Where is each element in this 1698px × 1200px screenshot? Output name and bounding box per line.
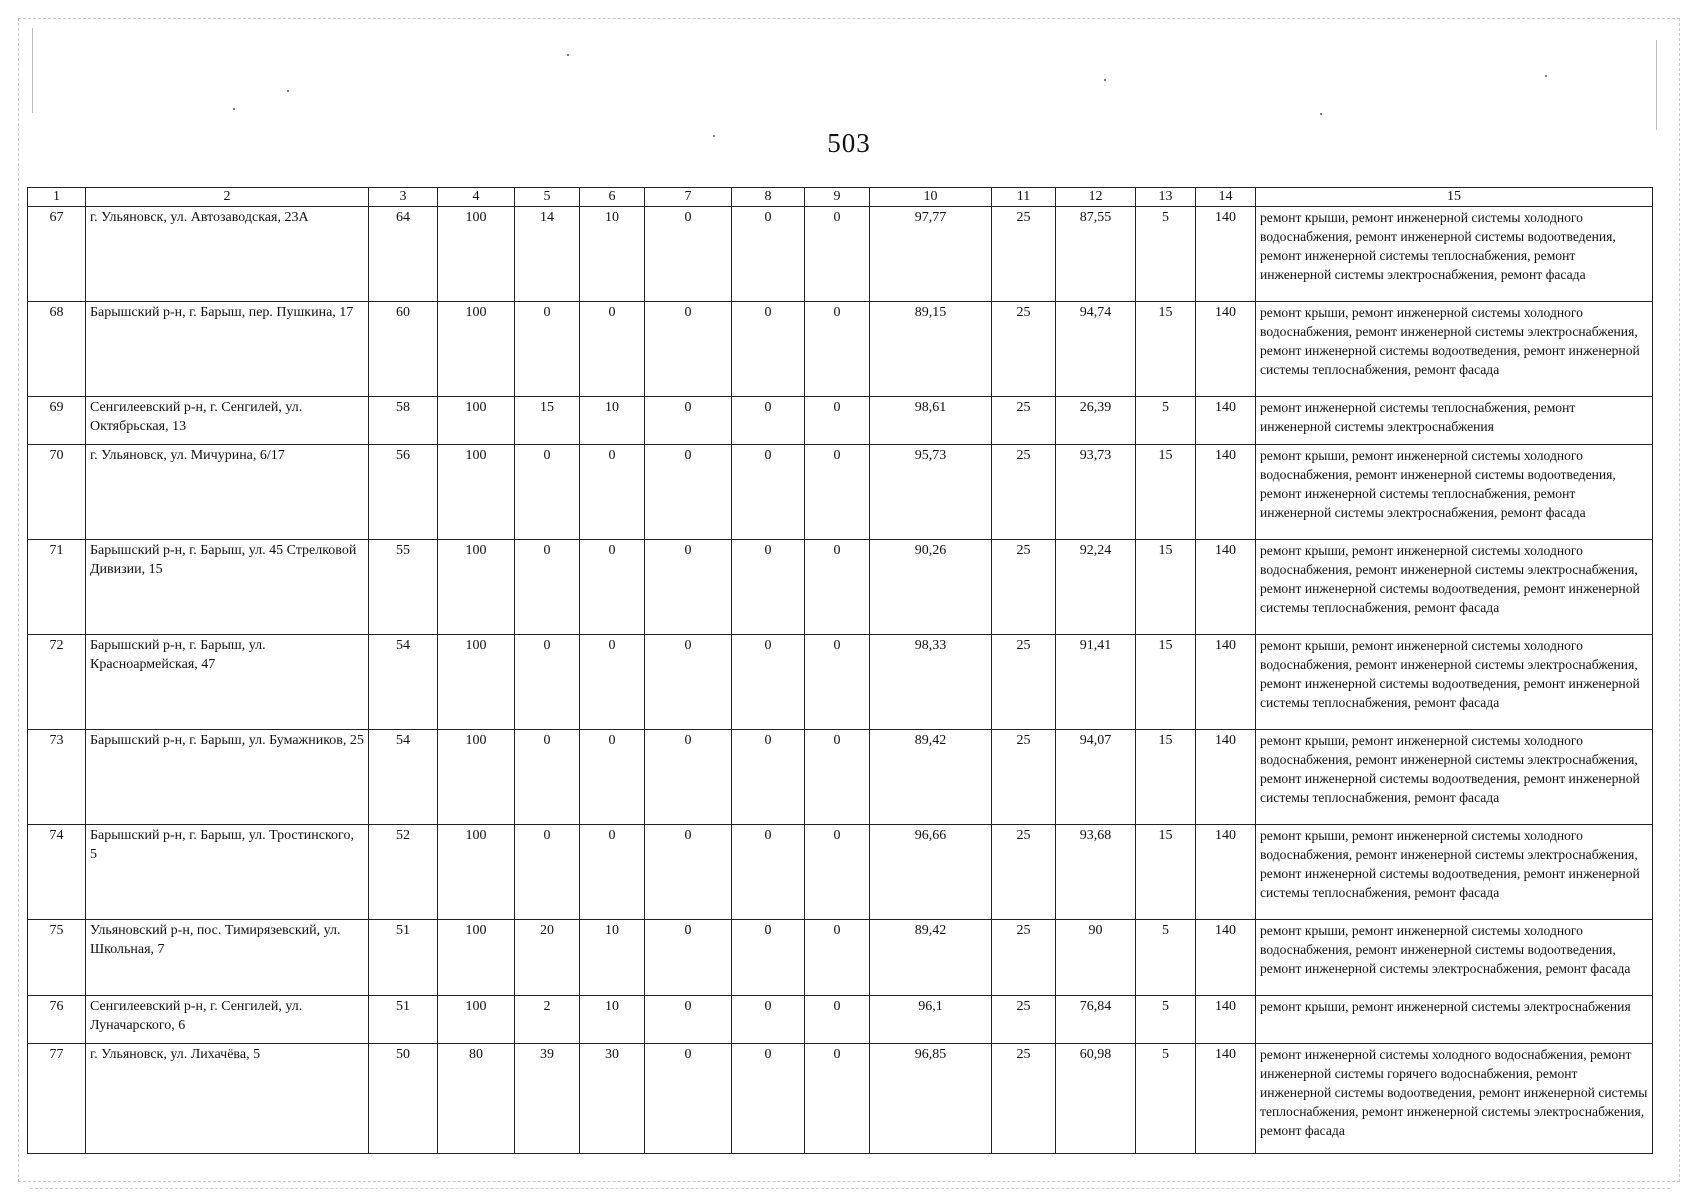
cell-col-13: 15 bbox=[1136, 635, 1196, 730]
cell-col-4: 100 bbox=[438, 207, 515, 302]
cell-col-3: 54 bbox=[369, 730, 438, 825]
cell-col-5: 20 bbox=[515, 920, 580, 996]
cell-col-7: 0 bbox=[645, 302, 732, 397]
cell-col-6: 0 bbox=[580, 635, 645, 730]
scan-speck bbox=[287, 90, 289, 92]
cell-col-13: 15 bbox=[1136, 540, 1196, 635]
cell-col-5: 0 bbox=[515, 635, 580, 730]
column-header: 12 bbox=[1056, 188, 1136, 207]
cell-col-8: 0 bbox=[732, 445, 805, 540]
column-header: 8 bbox=[732, 188, 805, 207]
column-number-row bbox=[28, 188, 1653, 207]
cell-row-number: 74 bbox=[28, 825, 86, 920]
scan-speck bbox=[1320, 113, 1322, 115]
cell-col-10: 97,77 bbox=[870, 207, 992, 302]
cell-col-14: 140 bbox=[1196, 825, 1256, 920]
cell-col-12: 94,07 bbox=[1056, 730, 1136, 825]
cell-work-types: ремонт инженерной системы теплоснабжения, ремонт инженерной системы электроснабжения bbox=[1256, 397, 1653, 445]
cell-col-5: 39 bbox=[515, 1044, 580, 1154]
cell-col-8: 0 bbox=[732, 920, 805, 996]
cell-col-12: 90 bbox=[1056, 920, 1136, 996]
table-row bbox=[28, 920, 1653, 996]
column-header: 11 bbox=[992, 188, 1056, 207]
table-row bbox=[28, 730, 1653, 825]
scan-speck bbox=[233, 108, 235, 110]
cell-col-4: 100 bbox=[438, 635, 515, 730]
cell-address: г. Ульяновск, ул. Мичурина, 6/17 bbox=[86, 445, 369, 540]
cell-work-types: ремонт инженерной системы холодного водоснабжения, ремонт инженерной системы горячего водоснабжения, ремонт инженерной системы водоотведения, ремонт инженерной системы теплоснабжения, ремонт инженерной системы электроснабжения, ремонт фасада bbox=[1256, 1044, 1653, 1154]
cell-col-4: 100 bbox=[438, 302, 515, 397]
cell-col-11: 25 bbox=[992, 730, 1056, 825]
scan-speck bbox=[567, 54, 569, 56]
cell-col-10: 98,33 bbox=[870, 635, 992, 730]
cell-col-8: 0 bbox=[732, 635, 805, 730]
cell-row-number: 72 bbox=[28, 635, 86, 730]
cell-work-types: ремонт крыши, ремонт инженерной системы холодного водоснабжения, ремонт инженерной системы электроснабжения, ремонт инженерной системы водоотведения, ремонт инженерной системы теплоснабжения, ремонт фасада bbox=[1256, 730, 1653, 825]
cell-row-number: 67 bbox=[28, 207, 86, 302]
cell-address: г. Ульяновск, ул. Автозаводская, 23А bbox=[86, 207, 369, 302]
column-header: 6 bbox=[580, 188, 645, 207]
column-header: 14 bbox=[1196, 188, 1256, 207]
column-header: 5 bbox=[515, 188, 580, 207]
cell-col-7: 0 bbox=[645, 635, 732, 730]
cell-row-number: 76 bbox=[28, 996, 86, 1044]
cell-address: Ульяновский р-н, пос. Тимирязевский, ул. Школьная, 7 bbox=[86, 920, 369, 996]
cell-col-7: 0 bbox=[645, 207, 732, 302]
cell-col-11: 25 bbox=[992, 445, 1056, 540]
cell-col-13: 5 bbox=[1136, 996, 1196, 1044]
cell-address: Барышский р-н, г. Барыш, пер. Пушкина, 17 bbox=[86, 302, 369, 397]
cell-address: Сенгилеевский р-н, г. Сенгилей, ул. Луначарского, 6 bbox=[86, 996, 369, 1044]
table-row bbox=[28, 302, 1653, 397]
cell-col-14: 140 bbox=[1196, 996, 1256, 1044]
cell-col-12: 91,41 bbox=[1056, 635, 1136, 730]
cell-col-11: 25 bbox=[992, 207, 1056, 302]
cell-col-11: 25 bbox=[992, 825, 1056, 920]
cell-col-11: 25 bbox=[992, 540, 1056, 635]
cell-col-13: 15 bbox=[1136, 730, 1196, 825]
cell-col-4: 100 bbox=[438, 996, 515, 1044]
table-row bbox=[28, 445, 1653, 540]
cell-col-4: 100 bbox=[438, 445, 515, 540]
cell-row-number: 75 bbox=[28, 920, 86, 996]
cell-col-10: 90,26 bbox=[870, 540, 992, 635]
cell-col-13: 5 bbox=[1136, 207, 1196, 302]
cell-address: Сенгилеевский р-н, г. Сенгилей, ул. Октябрьская, 13 bbox=[86, 397, 369, 445]
cell-col-5: 2 bbox=[515, 996, 580, 1044]
cell-col-8: 0 bbox=[732, 1044, 805, 1154]
column-header: 15 bbox=[1256, 188, 1653, 207]
cell-col-5: 0 bbox=[515, 540, 580, 635]
column-header: 3 bbox=[369, 188, 438, 207]
cell-col-7: 0 bbox=[645, 540, 732, 635]
cell-col-3: 58 bbox=[369, 397, 438, 445]
cell-work-types: ремонт крыши, ремонт инженерной системы холодного водоснабжения, ремонт инженерной системы электроснабжения, ремонт инженерной системы водоотведения, ремонт инженерной системы теплоснабжения, ремонт фасада bbox=[1256, 635, 1653, 730]
cell-col-10: 98,61 bbox=[870, 397, 992, 445]
cell-col-10: 96,1 bbox=[870, 996, 992, 1044]
cell-col-11: 25 bbox=[992, 635, 1056, 730]
repair-program-table bbox=[27, 187, 1653, 1154]
cell-col-8: 0 bbox=[732, 302, 805, 397]
cell-work-types: ремонт крыши, ремонт инженерной системы холодного водоснабжения, ремонт инженерной системы электроснабжения, ремонт инженерной системы водоотведения, ремонт инженерной системы теплоснабжения, ремонт фасада bbox=[1256, 302, 1653, 397]
cell-col-5: 0 bbox=[515, 302, 580, 397]
cell-col-9: 0 bbox=[805, 302, 870, 397]
cell-col-3: 54 bbox=[369, 635, 438, 730]
cell-col-6: 0 bbox=[580, 302, 645, 397]
cell-row-number: 68 bbox=[28, 302, 86, 397]
table-row bbox=[28, 1044, 1653, 1154]
cell-col-9: 0 bbox=[805, 445, 870, 540]
cell-col-9: 0 bbox=[805, 207, 870, 302]
cell-col-10: 95,73 bbox=[870, 445, 992, 540]
cell-col-4: 100 bbox=[438, 920, 515, 996]
cell-col-12: 93,68 bbox=[1056, 825, 1136, 920]
cell-address: Барышский р-н, г. Барыш, ул. Тростинского, 5 bbox=[86, 825, 369, 920]
cell-work-types: ремонт крыши, ремонт инженерной системы холодного водоснабжения, ремонт инженерной системы водоотведения, ремонт инженерной системы теплоснабжения, ремонт инженерной системы электроснабжения, ремонт фасада bbox=[1256, 207, 1653, 302]
cell-col-10: 96,66 bbox=[870, 825, 992, 920]
column-header: 13 bbox=[1136, 188, 1196, 207]
cell-col-5: 0 bbox=[515, 825, 580, 920]
scan-speck bbox=[1104, 79, 1106, 81]
cell-address: Барышский р-н, г. Барыш, ул. Бумажников, 25 bbox=[86, 730, 369, 825]
cell-col-11: 25 bbox=[992, 302, 1056, 397]
cell-col-9: 0 bbox=[805, 825, 870, 920]
cell-col-9: 0 bbox=[805, 996, 870, 1044]
cell-col-4: 100 bbox=[438, 540, 515, 635]
page-number: 503 bbox=[827, 128, 871, 158]
cell-work-types: ремонт крыши, ремонт инженерной системы холодного водоснабжения, ремонт инженерной системы водоотведения, ремонт инженерной системы теплоснабжения, ремонт инженерной системы электроснабжения, ремонт фасада bbox=[1256, 445, 1653, 540]
cell-col-3: 56 bbox=[369, 445, 438, 540]
cell-col-13: 5 bbox=[1136, 920, 1196, 996]
cell-col-14: 140 bbox=[1196, 445, 1256, 540]
cell-col-13: 15 bbox=[1136, 825, 1196, 920]
cell-col-14: 140 bbox=[1196, 635, 1256, 730]
cell-col-4: 100 bbox=[438, 730, 515, 825]
scan-border-bottom bbox=[30, 1188, 1670, 1189]
cell-row-number: 70 bbox=[28, 445, 86, 540]
cell-col-7: 0 bbox=[645, 730, 732, 825]
cell-work-types: ремонт крыши, ремонт инженерной системы холодного водоснабжения, ремонт инженерной системы электроснабжения, ремонт инженерной системы водоотведения, ремонт инженерной системы теплоснабжения, ремонт фасада bbox=[1256, 825, 1653, 920]
cell-col-13: 5 bbox=[1136, 397, 1196, 445]
cell-row-number: 77 bbox=[28, 1044, 86, 1154]
cell-col-9: 0 bbox=[805, 730, 870, 825]
cell-col-3: 55 bbox=[369, 540, 438, 635]
table-row bbox=[28, 540, 1653, 635]
cell-col-13: 15 bbox=[1136, 445, 1196, 540]
cell-row-number: 73 bbox=[28, 730, 86, 825]
cell-col-14: 140 bbox=[1196, 302, 1256, 397]
cell-col-6: 10 bbox=[580, 996, 645, 1044]
cell-work-types: ремонт крыши, ремонт инженерной системы холодного водоснабжения, ремонт инженерной системы водоотведения, ремонт инженерной системы электроснабжения, ремонт фасада bbox=[1256, 920, 1653, 996]
cell-col-13: 15 bbox=[1136, 302, 1196, 397]
cell-row-number: 69 bbox=[28, 397, 86, 445]
cell-address: Барышский р-н, г. Барыш, ул. Красноармейская, 47 bbox=[86, 635, 369, 730]
cell-col-10: 89,15 bbox=[870, 302, 992, 397]
cell-col-11: 25 bbox=[992, 996, 1056, 1044]
cell-col-7: 0 bbox=[645, 397, 732, 445]
cell-col-12: 92,24 bbox=[1056, 540, 1136, 635]
cell-col-10: 96,85 bbox=[870, 1044, 992, 1154]
cell-col-8: 0 bbox=[732, 540, 805, 635]
cell-col-3: 50 bbox=[369, 1044, 438, 1154]
cell-col-5: 14 bbox=[515, 207, 580, 302]
cell-col-14: 140 bbox=[1196, 730, 1256, 825]
cell-col-6: 0 bbox=[580, 730, 645, 825]
cell-col-4: 100 bbox=[438, 825, 515, 920]
column-header: 7 bbox=[645, 188, 732, 207]
cell-col-8: 0 bbox=[732, 825, 805, 920]
cell-address: Барышский р-н, г. Барыш, ул. 45 Стрелковой Дивизии, 15 bbox=[86, 540, 369, 635]
table-body bbox=[28, 207, 1653, 1154]
table-row bbox=[28, 635, 1653, 730]
cell-col-11: 25 bbox=[992, 397, 1056, 445]
cell-col-12: 60,98 bbox=[1056, 1044, 1136, 1154]
cell-col-3: 51 bbox=[369, 920, 438, 996]
cell-col-14: 140 bbox=[1196, 397, 1256, 445]
cell-col-14: 140 bbox=[1196, 540, 1256, 635]
cell-col-7: 0 bbox=[645, 825, 732, 920]
table-row bbox=[28, 996, 1653, 1044]
cell-col-12: 76,84 bbox=[1056, 996, 1136, 1044]
cell-col-7: 0 bbox=[645, 445, 732, 540]
cell-col-9: 0 bbox=[805, 397, 870, 445]
cell-col-6: 0 bbox=[580, 445, 645, 540]
cell-col-8: 0 bbox=[732, 730, 805, 825]
cell-col-5: 15 bbox=[515, 397, 580, 445]
cell-col-8: 0 bbox=[732, 996, 805, 1044]
cell-col-14: 140 bbox=[1196, 207, 1256, 302]
cell-col-14: 140 bbox=[1196, 920, 1256, 996]
table-row bbox=[28, 207, 1653, 302]
cell-col-6: 10 bbox=[580, 920, 645, 996]
cell-work-types: ремонт крыши, ремонт инженерной системы холодного водоснабжения, ремонт инженерной системы электроснабжения, ремонт инженерной системы водоотведения, ремонт инженерной системы теплоснабжения, ремонт фасада bbox=[1256, 540, 1653, 635]
cell-col-12: 87,55 bbox=[1056, 207, 1136, 302]
cell-col-6: 10 bbox=[580, 207, 645, 302]
cell-col-12: 94,74 bbox=[1056, 302, 1136, 397]
cell-col-6: 10 bbox=[580, 397, 645, 445]
cell-col-3: 60 bbox=[369, 302, 438, 397]
cell-col-12: 93,73 bbox=[1056, 445, 1136, 540]
cell-col-9: 0 bbox=[805, 540, 870, 635]
cell-row-number: 71 bbox=[28, 540, 86, 635]
cell-col-7: 0 bbox=[645, 1044, 732, 1154]
table-row bbox=[28, 397, 1653, 445]
scan-speck bbox=[1545, 75, 1547, 77]
column-header: 1 bbox=[28, 188, 86, 207]
cell-col-9: 0 bbox=[805, 1044, 870, 1154]
cell-col-4: 100 bbox=[438, 397, 515, 445]
cell-col-9: 0 bbox=[805, 635, 870, 730]
cell-work-types: ремонт крыши, ремонт инженерной системы электроснабжения bbox=[1256, 996, 1653, 1044]
cell-col-11: 25 bbox=[992, 920, 1056, 996]
scan-artifact-left bbox=[32, 28, 33, 113]
cell-col-7: 0 bbox=[645, 920, 732, 996]
cell-col-9: 0 bbox=[805, 920, 870, 996]
cell-col-14: 140 bbox=[1196, 1044, 1256, 1154]
cell-col-11: 25 bbox=[992, 1044, 1056, 1154]
column-header: 10 bbox=[870, 188, 992, 207]
cell-col-8: 0 bbox=[732, 207, 805, 302]
cell-col-5: 0 bbox=[515, 445, 580, 540]
column-header: 4 bbox=[438, 188, 515, 207]
cell-col-7: 0 bbox=[645, 996, 732, 1044]
cell-col-4: 80 bbox=[438, 1044, 515, 1154]
column-header: 2 bbox=[86, 188, 369, 207]
cell-col-3: 52 bbox=[369, 825, 438, 920]
cell-col-3: 64 bbox=[369, 207, 438, 302]
table-row bbox=[28, 825, 1653, 920]
cell-col-10: 89,42 bbox=[870, 920, 992, 996]
scan-artifact-right bbox=[1656, 40, 1657, 130]
column-header: 9 bbox=[805, 188, 870, 207]
cell-col-12: 26,39 bbox=[1056, 397, 1136, 445]
cell-col-6: 0 bbox=[580, 540, 645, 635]
cell-col-3: 51 bbox=[369, 996, 438, 1044]
cell-col-10: 89,42 bbox=[870, 730, 992, 825]
cell-col-13: 5 bbox=[1136, 1044, 1196, 1154]
cell-col-6: 30 bbox=[580, 1044, 645, 1154]
cell-address: г. Ульяновск, ул. Лихачёва, 5 bbox=[86, 1044, 369, 1154]
cell-col-6: 0 bbox=[580, 825, 645, 920]
cell-col-8: 0 bbox=[732, 397, 805, 445]
cell-col-5: 0 bbox=[515, 730, 580, 825]
